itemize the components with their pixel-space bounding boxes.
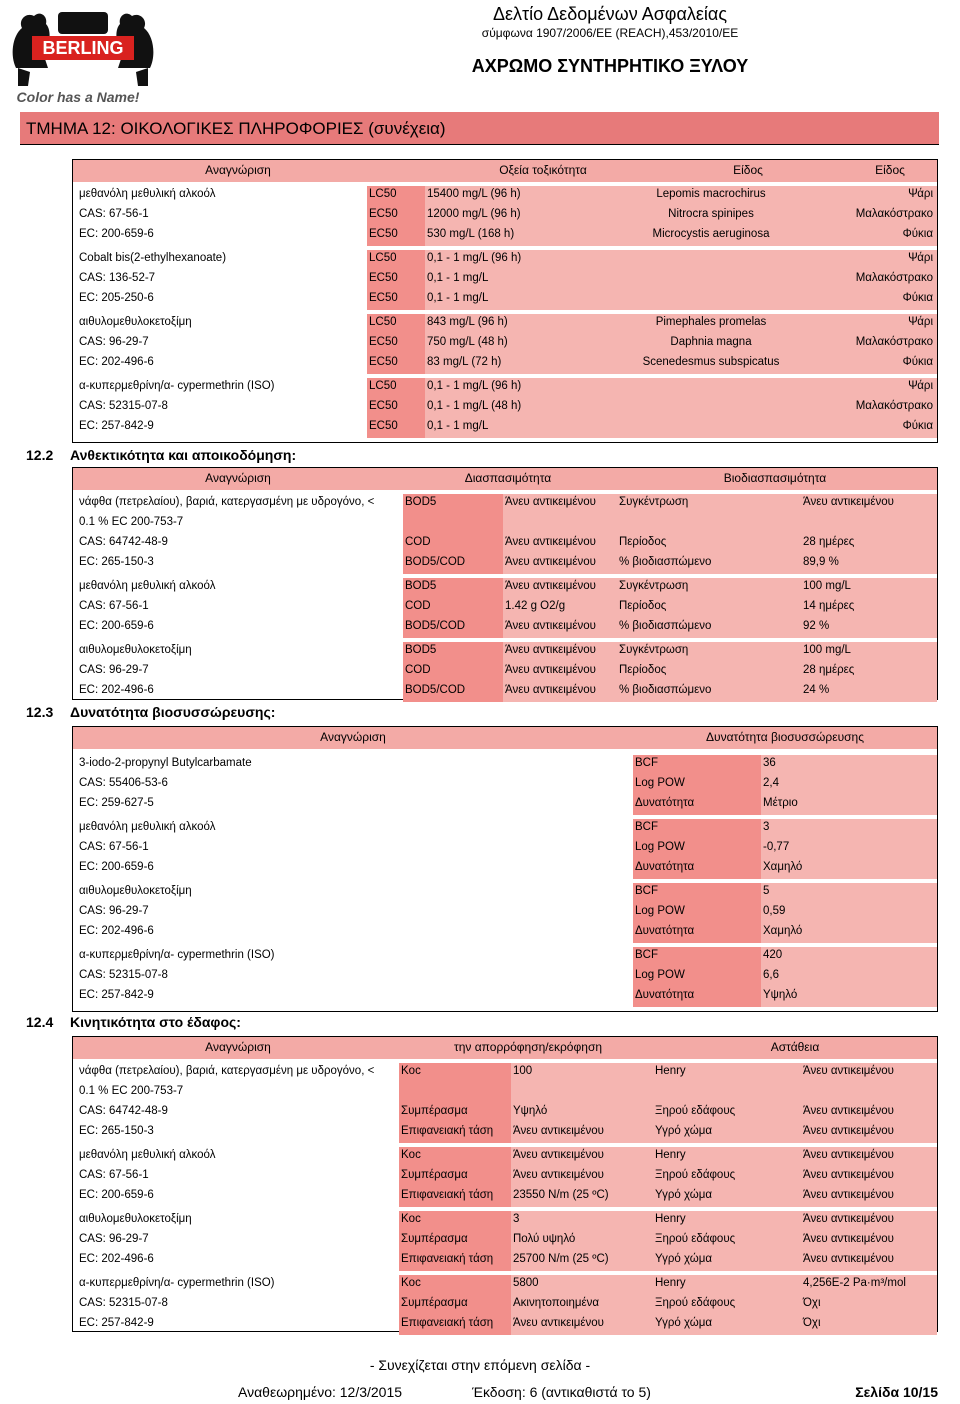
table-cell: Ακινητοποιημένα [513,1297,600,1309]
table-row [73,314,937,334]
table-cell: Log POW [635,841,685,853]
toxicity-table-header [73,160,937,182]
table-cell: 5800 [513,1277,539,1289]
table-cell: Ξηρού εδάφους [655,1105,736,1117]
edition-info: Έκδοση: 6 (αντικαθιστά το 5) [472,1384,651,1400]
table-row [73,226,937,246]
table-cell: Microcystis aeruginosa [652,228,770,240]
header-volatility: Αστάθεια [770,1040,820,1054]
table-cell: Περίοδος [619,600,667,612]
table-cell: Επιφανειακή τάση [401,1253,494,1265]
table-row [73,618,937,638]
table-cell: Daphnia magna [670,336,752,348]
header-identification: Αναγνώριση [320,730,386,744]
subsection-12-3: 12.3 Δυνατότητα βιοσυσσώρευσης: [26,704,276,720]
table-cell: Nitrocra spinipes [668,208,754,220]
table-cell: EC50 [369,272,398,284]
table-cell: 89,9 % [803,556,839,568]
table-row [73,1315,937,1335]
table-cell: EC: 200-659-6 [79,1189,154,1201]
table-cell: EC50 [369,208,398,220]
bioaccumulation-table [72,726,938,1012]
table-row [73,642,937,662]
table-cell: CAS: 52315-07-8 [79,1297,168,1309]
table-cell: 24 % [803,684,830,696]
table-cell: Συμπέρασμα [401,1105,468,1117]
table-cell: Μαλακόστρακο [855,400,933,412]
table-cell: CAS: 64742-48-9 [79,536,168,548]
table-cell: 100 mg/L [803,644,851,656]
table-cell: 23550 N/m (25 ºC) [513,1189,609,1201]
table-cell: Υγρό χώμα [655,1125,712,1137]
logo-brand-text: BERLING [42,38,124,58]
table-row [73,250,937,270]
table-cell: Άνευ αντικειμένου [505,644,596,656]
table-cell: BOD5 [405,580,437,592]
table-cell: Υψηλό [513,1105,548,1117]
table-row [73,967,937,987]
table-cell: EC: 202-496-6 [79,684,154,696]
table-cell: 0,1 - 1 mg/L [427,272,489,284]
header-identification: Αναγνώριση [205,163,271,177]
continued-note: - Συνεχίζεται στην επόμενη σελίδα - [369,1357,591,1373]
degradation-table-body [73,490,937,699]
table-cell: EC: 202-496-6 [79,356,154,368]
table-cell: 28 ημέρες [803,536,855,548]
table-cell: -0,77 [763,841,790,853]
cell-background [575,250,849,270]
table-cell: Επιφανειακή τάση [401,1125,494,1137]
mobility-table [72,1036,938,1332]
header-species: Είδος [733,163,763,177]
table-cell: EC: 259-627-5 [79,797,154,809]
table-cell: Υψηλό [763,989,798,1001]
table-row [73,1251,937,1271]
table-row [73,1123,937,1143]
table-cell: 530 mg/L (168 h) [427,228,515,240]
table-cell: BCF [635,949,658,961]
table-row [73,1147,937,1167]
table-cell: 3-iodo-2-propynyl Butylcarbamate [79,757,252,769]
table-cell: 100 [513,1065,533,1077]
table-cell: Επιφανειακή τάση [401,1317,494,1329]
table-cell: Άνευ αντικειμένου [513,1149,604,1161]
table-cell: Άνευ αντικειμένου [505,496,596,508]
table-row [73,662,937,682]
header-bioaccumulation: Δυνατότητα βιοσυσσώρευσης [705,730,864,744]
table-cell: EC50 [369,420,398,432]
bioaccumulation-table-header [73,727,937,749]
table-cell: Άνευ αντικειμένου [513,1317,604,1329]
table-cell: BOD5/COD [405,684,466,696]
table-row [73,1211,937,1231]
table-row [73,923,937,943]
table-cell: μεθανόλη μεθυλική αλκοόλ [79,1149,216,1161]
table-cell: Koc [401,1277,421,1289]
table-cell: μεθανόλη μεθυλική αλκοόλ [79,580,216,592]
table-cell: Υγρό χώμα [655,1317,712,1329]
table-cell: Άνευ αντικειμένου [505,684,596,696]
table-cell: 0,1 - 1 mg/L (96 h) [427,252,522,264]
table-cell: Άνευ αντικειμένου [803,1169,894,1181]
header-identification: Αναγνώριση [205,471,271,485]
table-row [73,1187,937,1207]
table-row [73,206,937,226]
table-cell: Πολύ υψηλό [513,1233,576,1245]
table-cell: Henry [655,1065,686,1077]
table-row [73,819,937,839]
table-row [73,334,937,354]
cell-background [575,270,849,290]
table-cell: CAS: 136-52-7 [79,272,156,284]
table-cell: EC: 257-842-9 [79,989,154,1001]
table-cell: Φύκια [902,420,933,432]
table-cell: αιθυλομεθυλοκετοξίμη [79,885,192,897]
table-row [73,186,937,206]
table-cell: Άνευ αντικειμένου [513,1169,604,1181]
table-cell: Ξηρού εδάφους [655,1297,736,1309]
table-row [73,1083,937,1103]
table-cell: 6,6 [763,969,779,981]
table-cell: EC: 257-842-9 [79,1317,154,1329]
table-row [73,494,937,514]
table-cell: 0,1 - 1 mg/L (96 h) [427,380,522,392]
table-cell: Ψάρι [908,188,933,200]
table-cell: Φύκια [902,356,933,368]
table-cell: BOD5 [405,644,437,656]
table-row [73,554,937,574]
table-row [73,418,937,438]
table-cell: Henry [655,1149,686,1161]
table-cell: Άνευ αντικειμένου [513,1125,604,1137]
table-cell: 0,1 - 1 mg/L (48 h) [427,400,522,412]
document-title: Δελτίο Δεδομένων Ασφαλείας [492,4,727,24]
degradation-table [72,467,938,700]
table-row [73,354,937,374]
table-cell: μεθανόλη μεθυλική αλκοόλ [79,188,216,200]
table-cell: 843 mg/L (96 h) [427,316,508,328]
table-row [73,290,937,310]
table-cell: BCF [635,821,658,833]
table-row [73,883,937,903]
table-cell: EC: 205-250-6 [79,292,154,304]
table-row [73,1231,937,1251]
table-cell: Άνευ αντικειμένου [803,1189,894,1201]
cell-background [403,514,503,534]
table-cell: 4,256E-2 Pa·m³/mol [803,1277,906,1289]
table-cell: α-κυπερμεθρίνη/α- cypermethrin (ISO) [79,1277,275,1289]
table-cell: 25700 N/m (25 ºC) [513,1253,609,1265]
table-cell: Χαμηλό [763,861,803,873]
table-cell: 0.1 % EC 200-753-7 [79,516,184,528]
table-cell: Koc [401,1213,421,1225]
table-cell: COD [405,600,431,612]
product-name: ΑΧΡΩΜΟ ΣΥΝΤΗΡΗΤΙΚΟ ΞΥΛΟΥ [471,56,749,76]
table-cell: EC: 200-659-6 [79,861,154,873]
table-cell: Χαμηλό [763,925,803,937]
table-cell: 100 mg/L [803,580,851,592]
table-cell: αιθυλομεθυλοκετοξίμη [79,316,192,328]
table-cell: Ψάρι [908,380,933,392]
table-cell: Άνευ αντικειμένου [803,1149,894,1161]
table-row [73,947,937,967]
table-cell: COD [405,664,431,676]
document-regulation: σύμφωνα 1907/2006/ΕΕ (REACH),453/2010/ΕΕ [481,26,739,40]
table-cell: 0,1 - 1 mg/L [427,420,489,432]
table-cell: Φύκια [902,292,933,304]
table-row [73,682,937,702]
table-cell: Άνευ αντικειμένου [803,496,894,508]
table-cell: Log POW [635,969,685,981]
cell-background [575,378,849,398]
table-cell: αιθυλομεθυλοκετοξίμη [79,1213,192,1225]
table-cell: Συμπέρασμα [401,1297,468,1309]
table-row [73,795,937,815]
table-cell: Συγκέντρωση [619,496,689,508]
header-degradability: Διασπασιμότητα [464,471,552,485]
table-cell: Συγκέντρωση [619,580,689,592]
table-cell: COD [405,536,431,548]
table-cell: CAS: 64742-48-9 [79,1105,168,1117]
table-cell: Koc [401,1149,421,1161]
table-row [73,514,937,534]
table-cell: % βιοδιασπώμενο [619,684,712,696]
table-cell: 14 ημέρες [803,600,855,612]
table-cell: Δυνατότητα [635,989,695,1001]
table-cell: Koc [401,1065,421,1077]
table-cell: CAS: 67-56-1 [79,600,149,612]
table-cell: Περίοδος [619,536,667,548]
table-cell: α-κυπερμεθρίνη/α- cypermethrin (ISO) [79,949,275,961]
table-cell: 36 [763,757,776,769]
table-cell: 28 ημέρες [803,664,855,676]
table-cell: CAS: 96-29-7 [79,905,149,917]
table-cell: Επιφανειακή τάση [401,1189,494,1201]
table-cell: LC50 [369,188,397,200]
bioaccumulation-table-body [73,749,937,1011]
table-cell: Όχι [803,1317,821,1329]
table-cell: 420 [763,949,783,961]
table-cell: Άνευ αντικειμένου [803,1125,894,1137]
cell-background [575,398,849,418]
table-cell: Pimephales promelas [655,316,767,328]
cell-background [653,1083,801,1103]
table-cell: Υγρό χώμα [655,1189,712,1201]
table-cell: Ξηρού εδάφους [655,1169,736,1181]
mobility-table-header [73,1037,937,1059]
table-cell: Μαλακόστρακο [855,336,933,348]
table-row [73,398,937,418]
subsection-12-4: 12.4 Κινητικότητα στο έδαφος: [26,1014,241,1030]
table-cell: 1.42 g O2/g [505,600,566,612]
table-cell: νάφθα (πετρελαίου), βαριά, κατεργασμένη με υδρογόνο, < [79,496,375,508]
table-row [73,534,937,554]
table-cell: 0,59 [763,905,786,917]
page-number: Σελίδα 10/15 [855,1384,938,1400]
cell-background [801,514,937,534]
table-cell: LC50 [369,380,397,392]
table-cell: EC: 200-659-6 [79,620,154,632]
table-cell: Άνευ αντικειμένου [505,580,596,592]
table-cell: EC50 [369,292,398,304]
toxicity-table-body [73,182,937,442]
cell-background [575,418,849,438]
table-cell: Συμπέρασμα [401,1233,468,1245]
table-row [73,859,937,879]
table-cell: BCF [635,757,658,769]
logo-slogan-text: Color has a Name! [16,89,140,105]
header-identification: Αναγνώριση [205,1040,271,1054]
table-cell: CAS: 55406-53-6 [79,777,168,789]
table-cell: Άνευ αντικειμένου [803,1065,894,1077]
table-cell: % βιοδιασπώμενο [619,556,712,568]
table-cell: Cobalt bis(2-ethylhexanoate) [79,252,227,264]
table-cell: CAS: 96-29-7 [79,1233,149,1245]
table-row [73,1103,937,1123]
header-biodegradability: Βιοδιασπασιμότητα [723,471,827,485]
mobility-table-body [73,1059,937,1331]
table-cell: Άνευ αντικειμένου [505,556,596,568]
table-cell: Δυνατότητα [635,797,695,809]
table-cell: 83 mg/L (72 h) [427,356,502,368]
table-cell: 3 [513,1213,520,1225]
table-cell: CAS: 52315-07-8 [79,969,168,981]
table-row [73,270,937,290]
table-cell: EC: 265-150-3 [79,1125,154,1137]
berling-logo [8,6,158,106]
table-cell: Scenedesmus subspicatus [642,356,780,368]
table-cell: Άνευ αντικειμένου [505,536,596,548]
table-cell: 0.1 % EC 200-753-7 [79,1085,184,1097]
table-row [73,1275,937,1295]
table-row [73,378,937,398]
table-row [73,1063,937,1083]
table-cell: Συμπέρασμα [401,1169,468,1181]
table-cell: EC50 [369,336,398,348]
table-cell: Άνευ αντικειμένου [803,1105,894,1117]
table-cell: 0,1 - 1 mg/L [427,292,489,304]
table-cell: EC50 [369,400,398,412]
table-cell: Περίοδος [619,664,667,676]
table-cell: Άνευ αντικειμένου [803,1253,894,1265]
table-cell: Άνευ αντικειμένου [505,620,596,632]
table-cell: Υγρό χώμα [655,1253,712,1265]
table-cell: EC: 265-150-3 [79,556,154,568]
cell-background [511,1083,653,1103]
cell-background [617,514,801,534]
table-row [73,903,937,923]
table-cell: BOD5/COD [405,620,466,632]
table-cell: Log POW [635,777,685,789]
header-acute-toxicity: Οξεία τοξικότητα [499,163,587,177]
table-cell: EC50 [369,228,398,240]
table-cell: Φύκια [902,228,933,240]
table-cell: CAS: 96-29-7 [79,664,149,676]
table-cell: Δυνατότητα [635,925,695,937]
table-cell: 5 [763,885,770,897]
table-cell: Ψάρι [908,252,933,264]
table-cell: CAS: 96-29-7 [79,336,149,348]
table-row [73,755,937,775]
table-cell: Συγκέντρωση [619,644,689,656]
table-row [73,578,937,598]
table-cell: BOD5/COD [405,556,466,568]
table-cell: 12000 mg/L (96 h) [427,208,521,220]
table-cell: LC50 [369,316,397,328]
table-row [73,987,937,1007]
table-cell: μεθανόλη μεθυλική αλκοόλ [79,821,216,833]
table-cell: Ψάρι [908,316,933,328]
table-cell: Log POW [635,905,685,917]
table-cell: EC: 202-496-6 [79,1253,154,1265]
table-cell: CAS: 52315-07-8 [79,400,168,412]
table-cell: EC: 202-496-6 [79,925,154,937]
table-row [73,1295,937,1315]
table-cell: LC50 [369,252,397,264]
table-cell: Μαλακόστρακο [855,272,933,284]
toxicity-table [72,159,938,443]
header-type: Είδος [875,163,905,177]
section-title: ΤΜΗΜΑ 12: ΟΙΚΟΛΟΓΙΚΕΣ ΠΛΗΡΟΦΟΡΙΕΣ (συνέχεια) [26,119,446,138]
table-cell: BCF [635,885,658,897]
table-cell: EC50 [369,356,398,368]
cell-background [575,290,849,310]
table-cell: 15400 mg/L (96 h) [427,188,521,200]
header-adsorption: την απορρόφηση/εκρόφηση [453,1040,603,1054]
degradation-table-header [73,468,937,490]
table-row [73,1167,937,1187]
table-cell: 2,4 [763,777,779,789]
cell-background [503,514,617,534]
table-cell: Lepomis macrochirus [656,188,766,200]
table-row [73,839,937,859]
table-cell: νάφθα (πετρελαίου), βαριά, κατεργασμένη με υδρογόνο, < [79,1065,375,1077]
table-cell: % βιοδιασπώμενο [619,620,712,632]
table-cell: 3 [763,821,770,833]
table-cell: Ξηρού εδάφους [655,1233,736,1245]
cell-background [399,1083,511,1103]
table-cell: Μέτριο [763,797,798,809]
table-cell: CAS: 67-56-1 [79,1169,149,1181]
table-cell: CAS: 67-56-1 [79,841,149,853]
table-cell: 92 % [803,620,830,632]
table-cell: Όχι [803,1297,821,1309]
table-cell: EC: 200-659-6 [79,228,154,240]
revision-date: Αναθεωρημένο: 12/3/2015 [238,1384,403,1400]
subsection-12-2: 12.2 Ανθεκτικότητα και αποικοδόμηση: [26,447,297,463]
table-cell: Μαλακόστρακο [855,208,933,220]
table-cell: Άνευ αντικειμένου [803,1213,894,1225]
table-cell: Δυνατότητα [635,861,695,873]
table-cell: CAS: 67-56-1 [79,208,149,220]
table-cell: αιθυλομεθυλοκετοξίμη [79,644,192,656]
table-cell: α-κυπερμεθρίνη/α- cypermethrin (ISO) [79,380,275,392]
table-cell: Henry [655,1277,686,1289]
table-cell: BOD5 [405,496,437,508]
cell-background [801,1083,937,1103]
table-cell: Άνευ αντικειμένου [505,664,596,676]
table-row [73,598,937,618]
table-cell: Henry [655,1213,686,1225]
table-cell: Άνευ αντικειμένου [803,1233,894,1245]
table-cell: EC: 257-842-9 [79,420,154,432]
table-cell: 750 mg/L (48 h) [427,336,508,348]
table-row [73,775,937,795]
